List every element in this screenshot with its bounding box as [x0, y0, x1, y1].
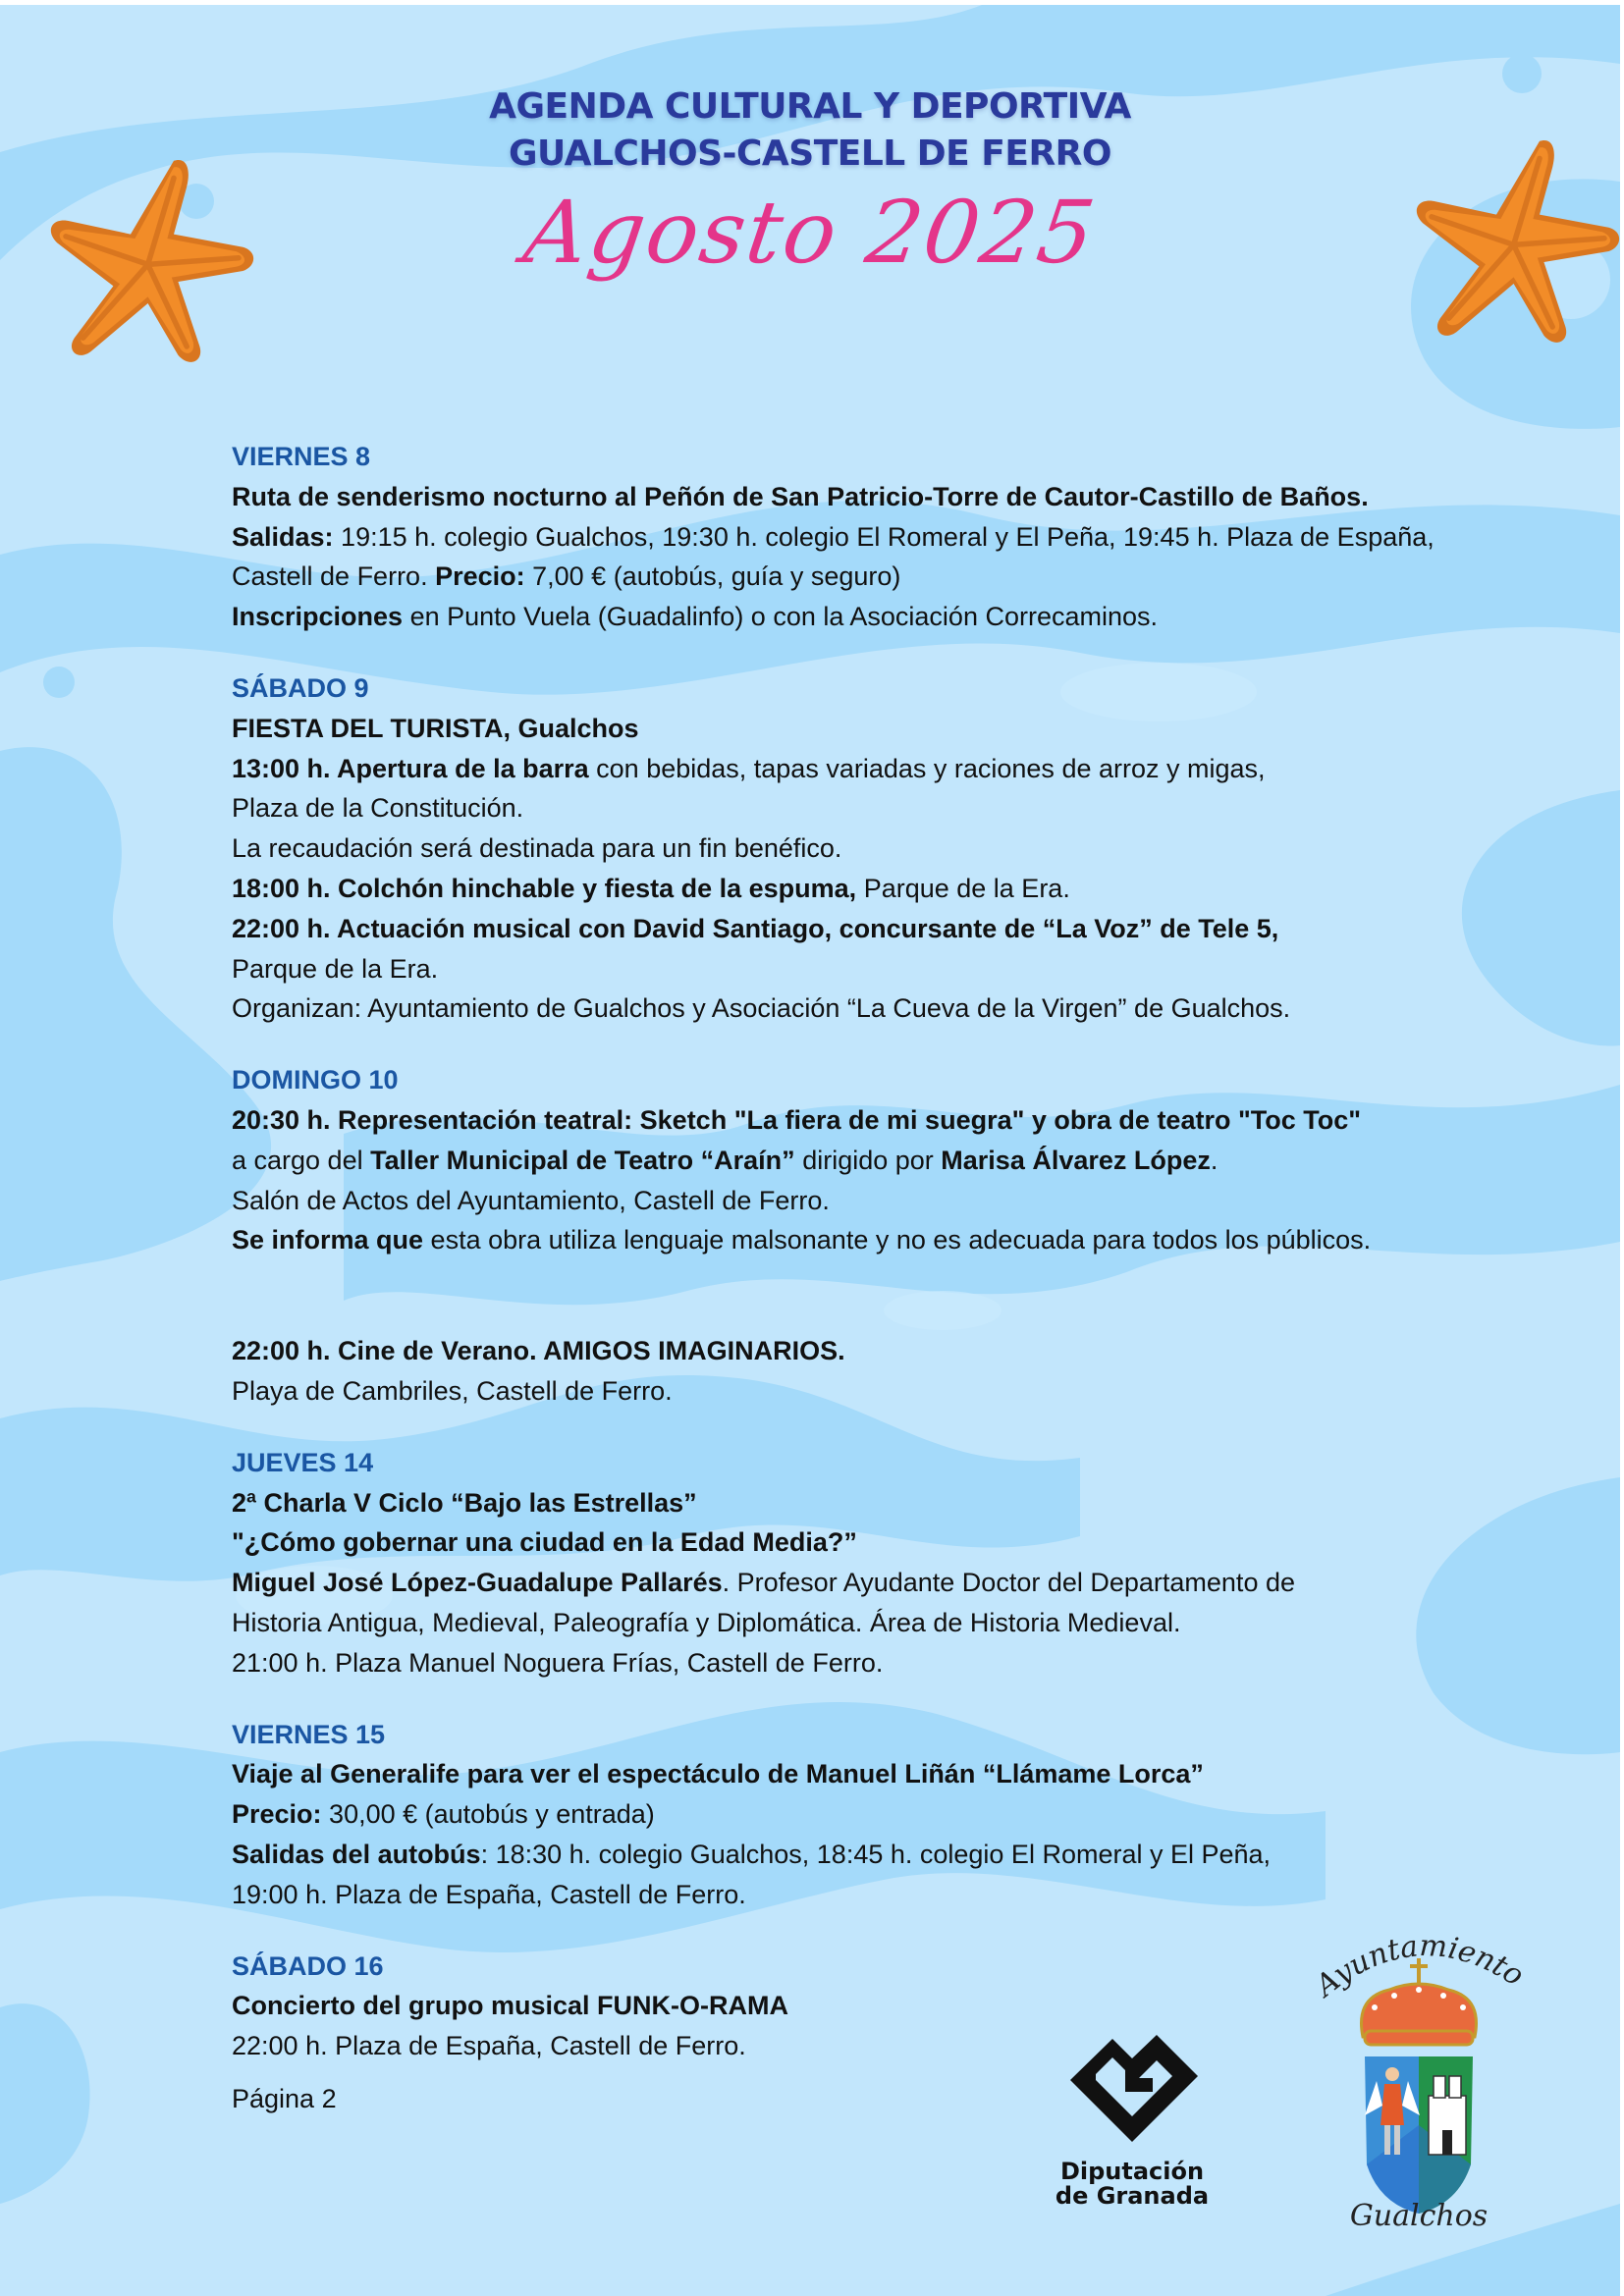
event-line [232, 1643, 1557, 1683]
event-section [232, 1443, 1557, 1683]
event-text-bold: Marisa Álvarez López [941, 1145, 1211, 1175]
event-line [232, 788, 1557, 828]
event-text: Parque de la Era. [856, 873, 1070, 903]
diputacion-line2: de Granada [1055, 2182, 1210, 2210]
event-line [232, 1371, 1557, 1412]
event-section [232, 1715, 1557, 1915]
title-line-2: GUALCHOS-CASTELL DE FERRO [508, 133, 1111, 174]
event-line [232, 1563, 1557, 1603]
event-text: Salón de Actos del Ayuntamiento, Castell de Ferro. [232, 1185, 830, 1215]
event-text-bold: 2ª Charla V Ciclo “Bajo las Estrellas” [232, 1487, 697, 1518]
event-line [232, 517, 1557, 558]
event-text: con bebidas, tapas variadas y raciones de arroz y migas, [588, 753, 1266, 783]
event-text-bold: Viaje al Generalife para ver el espectáculo de Manuel Liñán “Llámame Lorca” [232, 1759, 1204, 1789]
event-line [232, 1835, 1557, 1875]
events-list [232, 437, 1557, 2098]
event-line [232, 869, 1557, 909]
poster-page [0, 5, 1620, 2296]
event-text: . [1210, 1145, 1218, 1175]
event-text: a cargo del [232, 1145, 371, 1175]
event-text: 19:15 h. colegio Gualchos, 19:30 h. colegio El Romeral y El Peña, 19:45 h. Plaza de España, [333, 521, 1435, 552]
page-number: Página 2 [232, 2084, 337, 2113]
event-line [232, 1141, 1557, 1181]
event-line [232, 988, 1557, 1029]
event-text-bold: 18:00 h. Colchón hinchable y fiesta de la espuma, [232, 873, 857, 903]
event-text-bold: Taller Municipal de Teatro “Araín” [370, 1145, 795, 1175]
event-text: Organizan: Ayuntamiento de Gualchos y Asociación “La Cueva de la Virgen” de Gualchos. [232, 993, 1291, 1024]
diputacion-line1: Diputación [1059, 2158, 1205, 2185]
event-text-bold: Precio: [435, 561, 525, 592]
event-text: en Punto Vuela (Guadalinfo) o con la Asociación Correcaminos. [403, 602, 1159, 632]
event-text-bold: Miguel José López-Guadalupe Pallarés [232, 1568, 723, 1598]
event-day-header: JUEVES 14 [232, 1447, 374, 1477]
event-line [232, 477, 1557, 517]
event-line [232, 557, 1557, 597]
event-text: 30,00 € (autobús y entrada) [321, 1799, 655, 1830]
event-text-bold: 20:30 h. Representación teatral: Sketch "La fiera de mi suegra" y obra de teatro "Toc Toc" [232, 1104, 1362, 1135]
ayuntamiento-label: Ayuntamiento [1309, 1929, 1531, 2004]
event-text-bold: "¿Cómo gobernar una ciudad en la Edad Media?” [232, 1527, 857, 1558]
event-text: 7,00 € (autobús, guía y seguro) [524, 561, 901, 592]
event-line [232, 1875, 1557, 1915]
event-text: Parque de la Era. [232, 953, 439, 984]
title-line-1: AGENDA CULTURAL Y DEPORTIVA [489, 86, 1131, 127]
event-line [232, 949, 1557, 989]
event-text-bold: Concierto del grupo musical FUNK-O-RAMA [232, 1991, 789, 2021]
event-line [232, 828, 1557, 869]
event-line [232, 709, 1557, 749]
event-line [232, 1181, 1557, 1221]
poster-header [0, 83, 1620, 283]
event-text: 22:00 h. Plaza de España, Castell de Ferro. [232, 2031, 746, 2061]
event-text: 19:00 h. Plaza de España, Castell de Ferro. [232, 1879, 746, 1909]
event-text-bold: Se informa que [232, 1225, 424, 1255]
event-text-bold: Salidas del autobús [232, 1839, 481, 1869]
event-section [232, 1060, 1557, 1260]
event-text: 21:00 h. Plaza Manuel Noguera Frías, Castell de Ferro. [232, 1647, 884, 1678]
event-text: Plaza de la Constitución. [232, 793, 524, 824]
event-line [232, 597, 1557, 637]
event-text-bold: 22:00 h. Cine de Verano. AMIGOS IMAGINARIOS. [232, 1336, 845, 1366]
event-day-header: VIERNES 8 [232, 442, 371, 471]
event-line [232, 749, 1557, 789]
event-text: esta obra utiliza lenguaje malsonante y no es adecuada para todos los públicos. [423, 1225, 1372, 1255]
event-line [232, 1794, 1557, 1835]
event-section [232, 437, 1557, 637]
event-text-bold: Precio: [232, 1799, 322, 1830]
event-text: . Profesor Ayudante Doctor del Departamento de [722, 1568, 1295, 1598]
event-text: Historia Antigua, Medieval, Paleografía y Diplomática. Área de Historia Medieval. [232, 1607, 1181, 1637]
event-text-bold: Salidas: [232, 521, 334, 552]
event-day-header: SÁBADO 16 [232, 1950, 384, 1981]
event-line [232, 1522, 1557, 1563]
event-text: La recaudación será destinada para un fin benéfico. [232, 833, 842, 864]
event-line [232, 909, 1557, 949]
event-text: Playa de Cambriles, Castell de Ferro. [232, 1375, 673, 1406]
event-section [232, 1331, 1557, 1412]
event-text: : 18:30 h. colegio Gualchos, 18:45 h. colegio El Romeral y El Peña, [480, 1839, 1272, 1869]
ayuntamiento-gualchos-coat-of-arms-icon [1306, 1929, 1532, 2233]
event-line [232, 1603, 1557, 1643]
event-text-bold: Inscripciones [232, 602, 404, 632]
event-line [232, 1483, 1557, 1523]
diputacion-granada-logo [1049, 2031, 1216, 2209]
event-day-header: DOMINGO 10 [232, 1065, 399, 1095]
event-text-bold: FIESTA DEL TURISTA, Gualchos [232, 713, 639, 743]
event-text: Castell de Ferro. [232, 561, 436, 592]
event-line [232, 1754, 1557, 1794]
event-line [232, 1331, 1557, 1371]
event-day-header: VIERNES 15 [232, 1719, 386, 1749]
event-section [232, 668, 1557, 1029]
event-text: dirigido por [794, 1145, 942, 1175]
event-line [232, 1220, 1557, 1260]
event-text-bold: 13:00 h. Apertura de la barra [232, 753, 589, 783]
month-title: Agosto 2025 [517, 182, 1103, 283]
diputacion-mark-icon [1058, 2031, 1206, 2149]
event-day-header: SÁBADO 9 [232, 672, 369, 703]
event-text-bold: Ruta de senderismo nocturno al Peñón de San Patricio-Torre de Cautor-Castillo de Baños. [232, 481, 1369, 511]
event-line [232, 1100, 1557, 1141]
event-text-bold: 22:00 h. Actuación musical con David Santiago, concursante de “La Voz” de Tele 5, [232, 913, 1279, 943]
gualchos-label: Gualchos [1349, 2199, 1489, 2233]
